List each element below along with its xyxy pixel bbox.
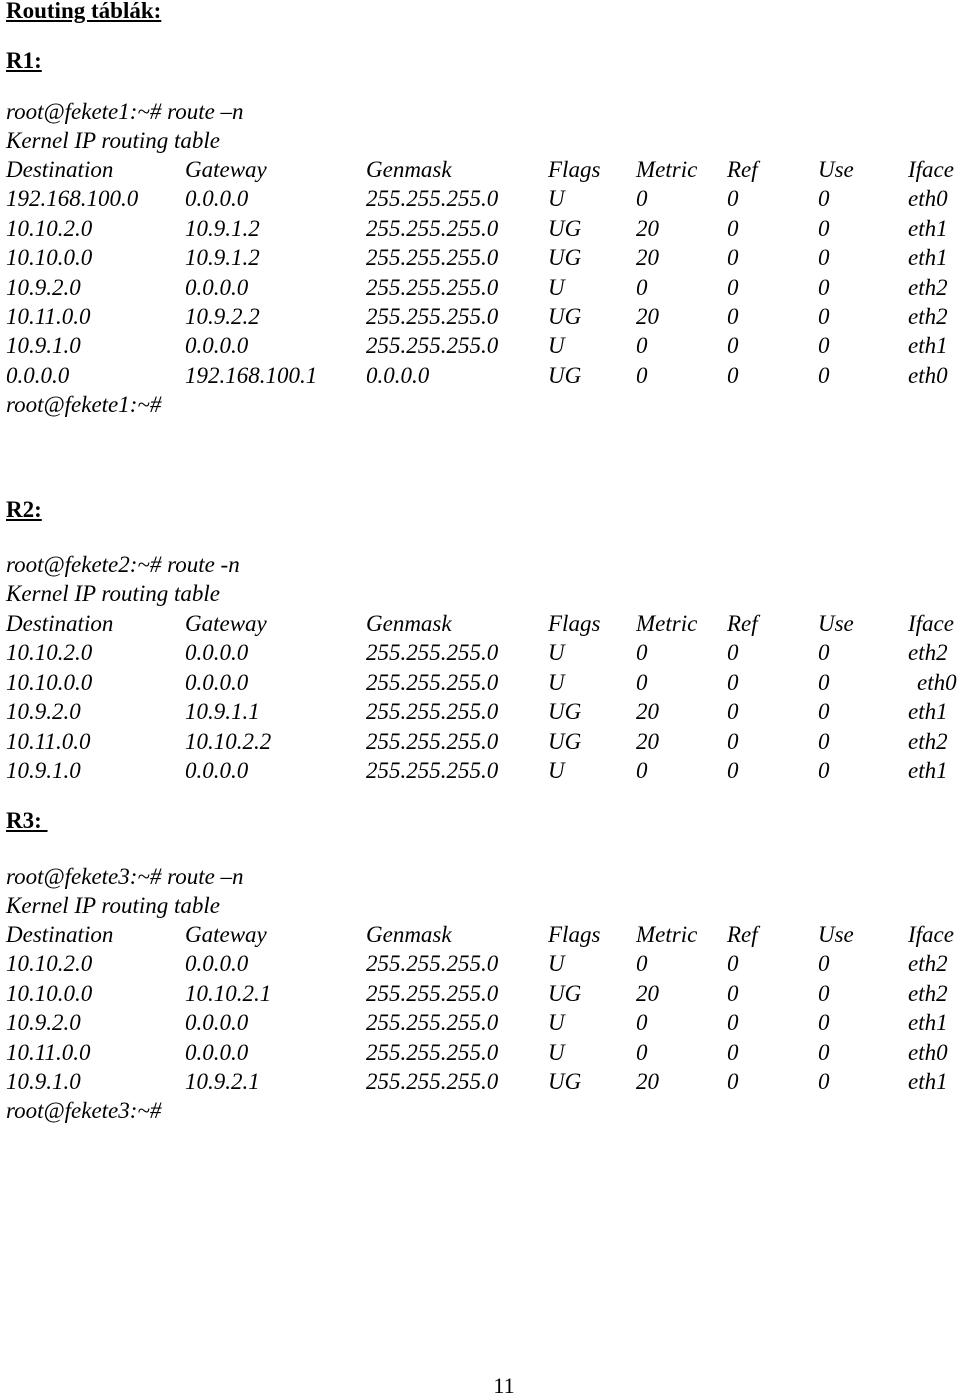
table-cell: 0	[636, 1039, 648, 1065]
table-cell: 0	[818, 333, 830, 359]
table-row	[0, 1008, 960, 1037]
table-cell: 10.9.1.0	[6, 1069, 81, 1094]
kernel-caption-r1: Kernel IP routing table	[6, 128, 221, 153]
table-cell: 0	[818, 980, 830, 1006]
column-header: Gateway	[185, 611, 267, 636]
table-cell: eth1	[908, 1069, 948, 1094]
table-cell: 20	[636, 1069, 659, 1094]
table-cell: 20	[636, 304, 659, 329]
table-row	[0, 243, 960, 272]
kernel-caption-r2: Kernel IP routing table	[6, 581, 221, 606]
table-cell: U	[548, 669, 565, 695]
column-header: Iface	[908, 157, 954, 182]
column-header: Destination	[6, 922, 114, 947]
table-cell: 0	[636, 274, 648, 300]
column-header: Metric	[636, 611, 698, 636]
table-cell: 20	[636, 980, 659, 1006]
table-cell: 255.255.255.0	[366, 640, 499, 666]
table-cell: 0	[727, 1010, 739, 1036]
table-cell: 0	[727, 215, 739, 241]
table-cell: 0	[636, 186, 648, 212]
table-cell: 0	[727, 186, 739, 212]
column-header: Gateway	[185, 157, 267, 182]
table-cell: UG	[548, 304, 582, 329]
table-cell: eth2	[908, 304, 948, 329]
table-header-row	[0, 920, 960, 949]
table-row	[0, 697, 960, 726]
kernel-caption-r3: Kernel IP routing table	[6, 893, 221, 918]
table-cell: 0	[818, 1069, 830, 1094]
table-cell: 10.10.2.0	[6, 951, 93, 977]
table-row	[0, 727, 960, 756]
column-header: Gateway	[185, 922, 267, 947]
table-cell: U	[548, 640, 565, 666]
table-cell: 255.255.255.0	[366, 980, 499, 1006]
table-cell: 10.10.0.0	[6, 245, 93, 271]
table-row	[0, 184, 960, 213]
table-cell: eth0	[908, 186, 948, 212]
table-cell: 0	[818, 1039, 830, 1065]
column-header: Destination	[6, 611, 114, 636]
table-cell: 0	[727, 245, 739, 271]
table-cell: eth0	[908, 362, 948, 388]
column-header: Flags	[548, 611, 601, 636]
page-number: 11	[493, 1373, 515, 1398]
table-cell: U	[548, 1039, 565, 1065]
table-cell: 0	[818, 245, 830, 271]
table-row	[0, 361, 960, 390]
column-header: Genmask	[366, 611, 452, 636]
table-cell: 0	[727, 362, 739, 388]
table-cell: 0	[818, 669, 830, 695]
table-cell: 0	[727, 304, 739, 329]
table-cell: 10.10.2.1	[185, 980, 272, 1006]
table-cell: eth0	[908, 1039, 948, 1065]
column-header: Use	[818, 922, 854, 947]
table-cell: eth2	[908, 274, 948, 300]
table-cell: 10.9.2.0	[6, 1010, 81, 1036]
table-cell: U	[548, 758, 565, 783]
table-cell: 0	[818, 274, 830, 300]
table-row	[0, 668, 960, 697]
table-cell: 0	[727, 758, 739, 783]
section-label-r2: R2:	[6, 497, 42, 522]
table-cell: 0	[818, 215, 830, 241]
table-cell: 10.9.1.2	[185, 245, 260, 271]
table-cell: U	[548, 951, 565, 977]
table-cell: 0	[818, 304, 830, 329]
table-cell: 0	[818, 951, 830, 977]
table-cell: eth1	[908, 333, 948, 359]
table-cell: 20	[636, 728, 659, 754]
page-title: Routing táblák:	[6, 0, 162, 23]
column-header: Iface	[908, 922, 954, 947]
table-row	[0, 331, 960, 360]
table-cell: 10.9.1.0	[6, 333, 81, 359]
table-cell: eth2	[908, 951, 948, 977]
table-cell: 20	[636, 699, 659, 725]
table-cell: 10.9.2.1	[185, 1069, 260, 1094]
command-line-r3: root@fekete3:~# route –n	[6, 864, 244, 889]
table-cell: 10.9.2.0	[6, 274, 81, 300]
table-cell: 0	[727, 728, 739, 754]
table-cell: 0	[636, 362, 648, 388]
table-row	[0, 1067, 960, 1096]
table-cell: 0	[727, 699, 739, 725]
table-row	[0, 1038, 960, 1067]
table-cell: 0	[818, 699, 830, 725]
table-cell: 10.9.1.1	[185, 699, 260, 725]
table-cell: 0.0.0.0	[185, 669, 249, 695]
table-cell: 255.255.255.0	[366, 1010, 499, 1036]
table-cell: 10.11.0.0	[6, 728, 91, 754]
table-cell: 255.255.255.0	[366, 245, 499, 271]
column-header: Iface	[908, 611, 954, 636]
table-row	[0, 638, 960, 667]
column-header: Metric	[636, 922, 698, 947]
table-cell: 0	[727, 980, 739, 1006]
table-cell: 0	[818, 186, 830, 212]
column-header: Genmask	[366, 922, 452, 947]
table-cell: U	[548, 1010, 565, 1036]
table-cell: eth1	[908, 245, 948, 271]
table-cell: 10.9.1.2	[185, 215, 260, 241]
table-cell: 0	[636, 333, 648, 359]
table-cell: 0.0.0.0	[185, 758, 249, 783]
table-cell: 10.10.0.0	[6, 980, 93, 1006]
table-cell: 0	[727, 274, 739, 300]
column-header: Ref	[727, 611, 758, 636]
column-header: Genmask	[366, 157, 452, 182]
table-cell: 255.255.255.0	[366, 215, 499, 241]
table-cell: 0	[636, 758, 648, 783]
section-label-r3: R3:	[6, 808, 48, 833]
table-cell: 10.11.0.0	[6, 1039, 91, 1065]
table-cell: 255.255.255.0	[366, 274, 499, 300]
table-cell: 255.255.255.0	[366, 333, 499, 359]
table-cell: 0	[727, 951, 739, 977]
command-line-r1: root@fekete1:~# route –n	[6, 99, 244, 124]
section-label-r1: R1:	[6, 48, 42, 73]
table-cell: 0.0.0.0	[185, 333, 249, 359]
table-cell: U	[548, 274, 565, 300]
table-header-row	[0, 155, 960, 184]
table-cell: 0	[818, 758, 830, 783]
table-cell: 255.255.255.0	[366, 304, 499, 329]
table-cell: 0.0.0.0	[366, 362, 430, 388]
table-row	[0, 756, 960, 785]
table-cell: eth1	[908, 758, 948, 783]
column-header: Destination	[6, 157, 114, 182]
table-cell: 0.0.0.0	[185, 274, 249, 300]
table-cell: 0.0.0.0	[185, 1010, 249, 1036]
table-cell: 20	[636, 215, 659, 241]
prompt-r1: root@fekete1:~#	[6, 392, 162, 417]
table-cell: 0.0.0.0	[185, 1039, 249, 1065]
table-row	[0, 273, 960, 302]
table-cell: 255.255.255.0	[366, 1069, 499, 1094]
table-cell: 0	[818, 728, 830, 754]
table-cell: 255.255.255.0	[366, 699, 499, 725]
table-cell: 0	[818, 362, 830, 388]
table-cell: 0.0.0.0	[6, 362, 70, 388]
table-cell: 192.168.100.1	[185, 362, 318, 388]
table-cell: 0	[636, 669, 648, 695]
table-row	[0, 949, 960, 978]
table-header-row	[0, 609, 960, 638]
table-cell: 0	[727, 333, 739, 359]
table-row	[0, 302, 960, 331]
table-cell: U	[548, 186, 565, 212]
table-cell: eth2	[908, 728, 948, 754]
table-cell: 0	[636, 951, 648, 977]
command-line-r2: root@fekete2:~# route -n	[6, 552, 240, 577]
table-cell: 20	[636, 245, 659, 271]
column-header: Ref	[727, 922, 758, 947]
column-header: Flags	[548, 922, 601, 947]
table-cell: 10.9.1.0	[6, 758, 81, 783]
table-cell: 255.255.255.0	[366, 758, 499, 783]
table-cell: 10.10.2.0	[6, 640, 93, 666]
table-cell: 0	[727, 1039, 739, 1065]
table-cell: U	[548, 333, 565, 359]
table-cell: 0	[636, 1010, 648, 1036]
table-cell: 0.0.0.0	[185, 640, 249, 666]
table-cell: 10.10.2.0	[6, 215, 93, 241]
table-cell: UG	[548, 699, 582, 725]
table-cell: 255.255.255.0	[366, 669, 499, 695]
table-cell: 192.168.100.0	[6, 186, 139, 212]
table-cell: 10.11.0.0	[6, 304, 91, 329]
table-cell: 255.255.255.0	[366, 1039, 499, 1065]
table-cell: eth1	[908, 699, 948, 725]
table-cell: 255.255.255.0	[366, 728, 499, 754]
table-cell: eth1	[908, 1010, 948, 1036]
table-cell: UG	[548, 245, 582, 271]
table-cell: 0.0.0.0	[185, 186, 249, 212]
table-cell: eth1	[908, 215, 948, 241]
column-header: Metric	[636, 157, 698, 182]
table-cell: 0	[727, 1069, 739, 1094]
column-header: Use	[818, 611, 854, 636]
table-cell: 0	[727, 669, 739, 695]
table-cell: UG	[548, 215, 582, 241]
table-row	[0, 214, 960, 243]
table-cell: 0	[727, 640, 739, 666]
table-cell: 10.9.2.2	[185, 304, 260, 329]
table-cell: UG	[548, 980, 582, 1006]
prompt-r3: root@fekete3:~#	[6, 1098, 162, 1123]
column-header: Use	[818, 157, 854, 182]
table-cell: UG	[548, 362, 582, 388]
table-cell: 10.10.2.2	[185, 728, 272, 754]
column-header: Ref	[727, 157, 758, 182]
table-cell: 10.9.2.0	[6, 699, 81, 725]
table-cell: eth0	[917, 669, 957, 695]
table-cell: 0	[818, 1010, 830, 1036]
table-row	[0, 979, 960, 1008]
table-cell: 0.0.0.0	[185, 951, 249, 977]
table-cell: UG	[548, 728, 582, 754]
table-cell: eth2	[908, 980, 948, 1006]
table-cell: 255.255.255.0	[366, 951, 499, 977]
table-cell: 0	[636, 640, 648, 666]
table-cell: eth2	[908, 640, 948, 666]
table-cell: UG	[548, 1069, 582, 1094]
column-header: Flags	[548, 157, 601, 182]
table-cell: 10.10.0.0	[6, 669, 93, 695]
table-cell: 255.255.255.0	[366, 186, 499, 212]
table-cell: 0	[818, 640, 830, 666]
